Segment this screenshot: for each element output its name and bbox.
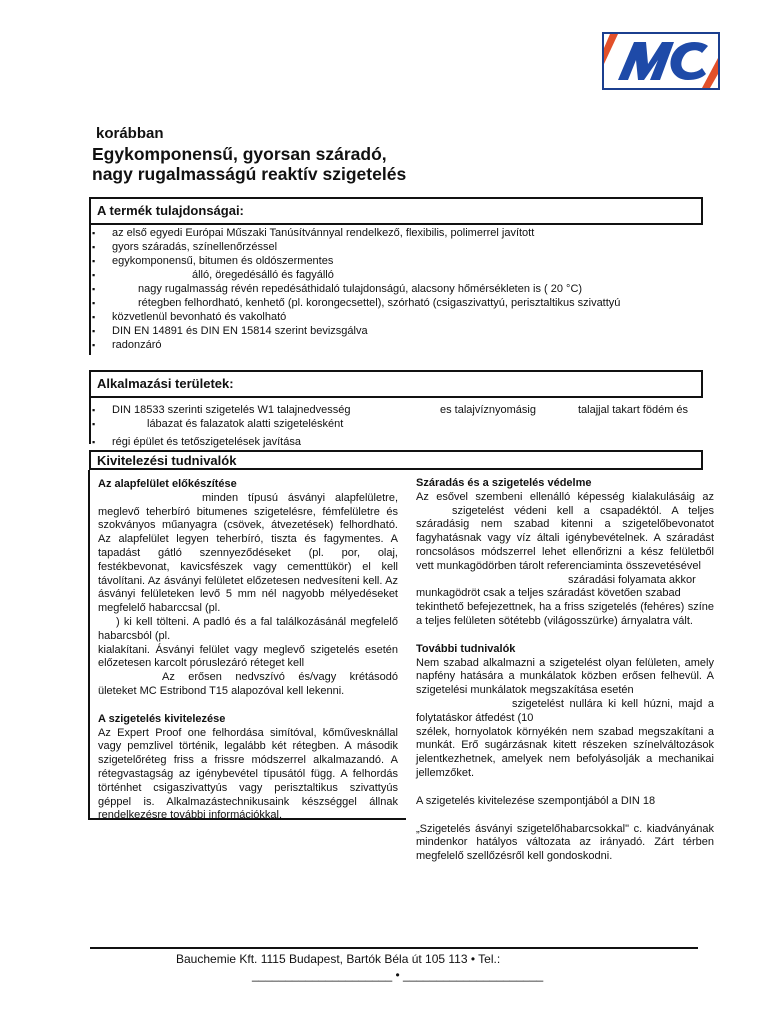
intro-label: korábban xyxy=(96,125,164,142)
execution-heading xyxy=(89,450,703,470)
list-item-text: gyors száradás, színellenőrzéssel xyxy=(112,241,278,253)
list-item-text: talajjal takart födém és xyxy=(578,404,689,416)
paragraph xyxy=(416,657,714,781)
list-item xyxy=(90,240,710,254)
list-item-text: egykomponensű, bitumen és oldószermentes xyxy=(112,255,334,267)
properties-heading xyxy=(89,197,703,225)
list-item xyxy=(90,268,710,282)
list-item xyxy=(90,310,710,324)
footer-blanks: _____________________ • _____________________ xyxy=(252,968,544,982)
page-title xyxy=(92,144,652,184)
paragraph: A szigetelés kivitelezése szempontjából a DIN 18 xyxy=(416,794,656,807)
title-line-1: Egykomponensű, gyorsan száradó, xyxy=(92,144,387,164)
list-item-text: közvetlenül bevonható és vakolható xyxy=(112,311,287,323)
paragraph xyxy=(416,491,714,629)
left-column xyxy=(98,478,398,823)
list-item xyxy=(90,282,710,296)
text-run: Az erősen nedvszívó és/vagy krétásodó ületeket MC Estribond T15 alapozóval kell lekenni. xyxy=(98,671,398,697)
text-run: száradási folyamata akkor xyxy=(568,573,696,586)
footer-divider xyxy=(90,947,698,949)
footer-address: Bauchemie Kft. 1115 Budapest, Bartók Béla út 105 113 • Tel.: xyxy=(176,952,501,966)
text-run: tekinthető befejezettnek, ha a friss szigetelés (fehéres) színe a teljes felületen sötétebb (világosszürke) árnyalatra vált. xyxy=(416,601,714,627)
list-item-text: es talajvíznyomásig xyxy=(440,404,536,416)
list-item-text: lábazat és falazatok alatti szigetelésként xyxy=(147,418,344,430)
paragraph xyxy=(98,492,398,699)
list-item xyxy=(90,435,710,449)
applications-list xyxy=(90,403,710,449)
text-run: meglevő teherbíró bitumenes szigetelésre, fémfelületre és szokványos műanyagra (csövek, átvezetések) felhordható. Az alapfelület legyen teherbíró, tiszta és fagymentes. A tapadást gátló szennyeződéseket (pl. por, olaj, festékbevonat, kavicsfészek vagy cementtükör) el kell távolítani. Az ásványi felületet előzetesen nedvesíteni kell. Az ásványi felületeken levő 5 mm nél nagyobb mélyedéseket megfelelő habarccsal (pl. xyxy=(98,505,398,615)
list-item-text: DIN EN 14891 és DIN EN 15814 szerint bevizsgálva xyxy=(112,325,368,337)
list-item-text: DIN 18533 szerinti szigetelés W1 talajnedvesség xyxy=(112,404,351,416)
text-run: Nem szabad alkalmazni a szigetelést olyan felületen, amely napfény hatására a munkálatok közben erősen felhevül. A szigetelési munkálatok megszakítása esetén xyxy=(416,656,714,697)
list-item-text: álló, öregedésálló és fagyálló xyxy=(192,269,334,281)
list-item xyxy=(90,324,710,338)
title-line-2: nagy rugalmasságú reaktív szigetelés xyxy=(92,164,407,184)
applications-heading xyxy=(89,370,703,398)
list-item-text: régi épület és tetőszigetelések javítása xyxy=(112,436,301,448)
properties-frame xyxy=(89,225,91,355)
text-run: minden típusú ásványi alapfelületre, xyxy=(202,491,398,504)
text-run: kialakítani. Ásványi felület vagy meglevő szigetelés esetén előzetesen karcolt póruslezáró réteget kell xyxy=(98,643,398,670)
right-column xyxy=(416,477,714,864)
applications-frame xyxy=(89,398,91,444)
list-item-text: radonzáró xyxy=(112,339,162,351)
section-heading: Az alapfelület előkészítése xyxy=(98,478,237,490)
mc-logo-mark xyxy=(604,34,718,88)
paragraph: „Szigetelés ásványi szigetelőhabarcsokkal" c. kiadványának mindenkor hatályos változata az irányadó. Zárt térben megfelelő szellőzésről kell gondoskodni. xyxy=(416,822,714,863)
text-run: szigetelést védeni kell a csapadéktól. A teljes száradásig nem szabad kitenni a szigetelőbevonatot fagyhatásnak vagy víz általi igénybevételnek. A száradást roncsolásos módszerrel lehet ellenőrizni a kész felületből vett munkagödörben tárolt referenciaminta összevetésével xyxy=(416,504,714,572)
properties-list xyxy=(90,226,710,352)
text-run: munkagödröt csak a teljes száradást követően szabad xyxy=(416,587,681,600)
mc-logo xyxy=(602,32,720,90)
section-heading: További tudnivalók xyxy=(416,642,516,655)
list-item-text: rétegben felhordható, kenhető (pl. korongecsettel), szórható (csigaszivattyú, perisztaltikus szivattyú xyxy=(138,297,621,309)
text-run: szélek, hornyolatok környékén nem szabad megszakítani a munkát. Erő sugárzásnak kitett részeken színelváltozások jelentkezhetnek, amelyek nem befolyásolják a mechanikai jellemzőket. xyxy=(416,725,714,779)
execution-heading-text: Kivitelezési tudnivalók xyxy=(97,453,237,468)
list-item-text: nagy rugalmasság révén repedésáthidaló tulajdonságú, alacsony hőmérsékleten is ( 20 °C) xyxy=(138,283,583,295)
list-item xyxy=(90,226,710,240)
text-run: Az esővel szembeni ellenálló képesség kialakulásáig az xyxy=(416,490,714,503)
properties-heading-text: A termék tulajdonságai: xyxy=(97,203,244,218)
list-item xyxy=(90,296,710,310)
section-heading: Száradás és a szigetelés védelme xyxy=(416,477,592,489)
applications-heading-text: Alkalmazási területek: xyxy=(97,376,234,391)
list-item-text: az első egyedi Európai Műszaki Tanúsítvánnyal rendelkező, flexibilis, polimerrel javított xyxy=(112,227,535,239)
section-heading: A szigetelés kivitelezése xyxy=(98,712,226,725)
text-run: ) ki kell tölteni. A padló és a fal találkozásánál megfelelő habarcsból (pl. xyxy=(98,615,398,642)
list-item xyxy=(90,403,710,417)
list-item-continuation xyxy=(90,417,710,431)
paragraph: Az Expert Proof one felhordása simítóval, kőművesknállal vagy pemzlivel történik, legalább két rétegben. A második szigetelőréteg friss a frissre módszerrel alkalmazandó. A rétegvastagság az igénybevétel típusától függ. A felhordás történhet csigaszivattyús vagy perisztaltikus szivattyús géppel is. Alkalmazástechnikusaink készséggel állnak rendelkezésre további információkkal. xyxy=(98,726,398,822)
text-run: szigetelést nullára ki kell húzni, majd a folytatáskor átfedést (10 xyxy=(416,697,714,724)
list-item xyxy=(90,338,710,352)
list-item xyxy=(90,254,710,268)
